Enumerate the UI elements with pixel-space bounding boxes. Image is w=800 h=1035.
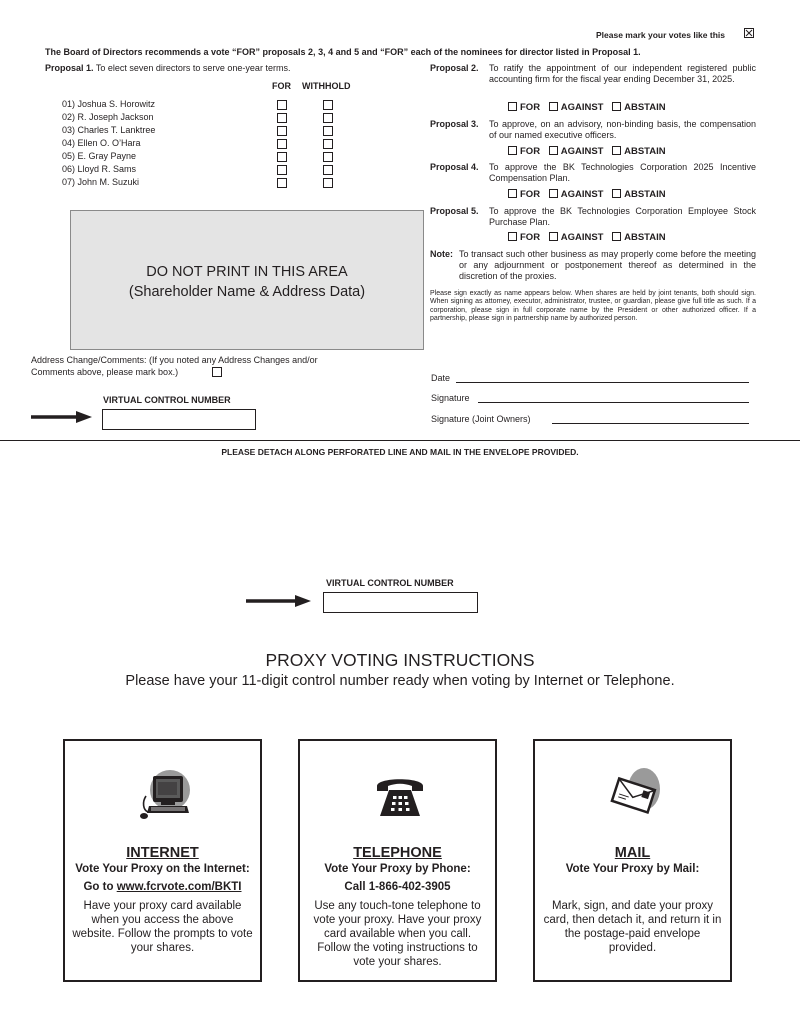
- do-not-print-text: DO NOT PRINT IN THIS AREA: [146, 264, 348, 280]
- choice-abstain-label: ABSTAIN: [624, 232, 666, 243]
- voting-website-link[interactable]: www.fcrvote.com/BKTI: [116, 881, 242, 893]
- telephone-card: [298, 739, 497, 982]
- proposal-3: [430, 119, 756, 141]
- nominee-name: 04) Ellen O. O’Hara: [62, 138, 141, 148]
- telephone-icon: [374, 774, 426, 820]
- virtual-control-number-label: VIRTUAL CONTROL NUMBER: [103, 395, 231, 405]
- proposal-4-label: Proposal 4.: [430, 162, 479, 172]
- mail-title: MAIL: [614, 845, 651, 861]
- nominee-name: 07) John M. Suzuki: [62, 177, 140, 187]
- virtual-control-number-field[interactable]: [102, 409, 256, 430]
- proposal-4: [430, 162, 756, 184]
- envelope-icon: [605, 765, 667, 821]
- virtual-control-number-label-lower: VIRTUAL CONTROL NUMBER: [326, 578, 454, 588]
- proposal-2-choices: [508, 102, 666, 113]
- note-label: Note:: [430, 249, 453, 259]
- choice-for-label: FOR: [520, 232, 541, 243]
- mail-card: [533, 739, 732, 982]
- signature-line[interactable]: [478, 402, 749, 403]
- signature-label: Signature: [431, 393, 470, 403]
- proposal-4-against-checkbox[interactable]: [549, 189, 558, 198]
- choice-for-label: FOR: [520, 102, 541, 113]
- note: [430, 249, 756, 282]
- telephone-title: TELEPHONE: [353, 845, 442, 861]
- choice-abstain-label: ABSTAIN: [624, 146, 666, 157]
- choice-abstain-label: ABSTAIN: [624, 189, 666, 200]
- arrow-right-icon: [31, 410, 93, 424]
- choice-for-label: FOR: [520, 189, 541, 200]
- nominee-for-checkbox[interactable]: [277, 126, 287, 136]
- proposal-3-text: To approve, on an advisory, non-binding basis, the compensation of our named executive officers.: [489, 119, 756, 140]
- detach-instructions: PLEASE DETACH ALONG PERFORATED LINE AND MAIL IN THE ENVELOPE PROVIDED.: [221, 447, 579, 457]
- nominee-withhold-checkbox[interactable]: [323, 178, 333, 188]
- nominee-for-checkbox[interactable]: [277, 178, 287, 188]
- internet-card: [63, 739, 262, 982]
- proposal-1: [45, 63, 290, 74]
- nominee-withhold-checkbox[interactable]: [323, 139, 333, 149]
- nominee-name: 05) E. Gray Payne: [62, 151, 137, 161]
- choice-against-label: AGAINST: [560, 232, 604, 243]
- proposal-2-for-checkbox[interactable]: [508, 102, 517, 111]
- proposal-5-choices: [508, 232, 666, 243]
- mark-votes-legend: Please mark your votes like this: [596, 30, 725, 40]
- nominee-name: 02) R. Joseph Jackson: [62, 112, 154, 122]
- proposal-1-text: To elect seven directors to serve one-year terms.: [95, 63, 291, 73]
- mail-instructions: Mark, sign, and date your proxy card, then detach it, and return it in the postage-paid envelope provided.: [543, 900, 722, 954]
- internet-action: [65, 881, 260, 893]
- proposal-2-against-checkbox[interactable]: [549, 102, 558, 111]
- telephone-subtitle: Vote Your Proxy by Phone:: [324, 863, 471, 875]
- proposal-5-text: To approve the BK Technologies Corporation Employee Stock Purchase Plan.: [489, 206, 756, 227]
- proposal-5-against-checkbox[interactable]: [549, 232, 558, 241]
- choice-against-label: AGAINST: [560, 146, 604, 157]
- nominee-for-checkbox[interactable]: [277, 165, 287, 175]
- instructions-subtitle: Please have your 11-digit control number ready when voting by Internet or Telephone.: [125, 673, 675, 689]
- joint-signature-label: Signature (Joint Owners): [431, 414, 531, 424]
- for-column-header: FOR: [272, 81, 291, 91]
- nominee-for-checkbox[interactable]: [277, 152, 287, 162]
- telephone-instructions: Use any touch-tone telephone to vote your proxy. Have your proxy card available when you call. Follow the voting instructions to vote your shares.: [313, 900, 482, 968]
- nominee-name: 03) Charles T. Lanktree: [62, 125, 156, 135]
- example-mark-icon: [744, 28, 754, 38]
- internet-action-prefix: Go to: [83, 881, 117, 893]
- withhold-column-header: WITHHOLD: [302, 81, 351, 91]
- virtual-control-number-field-lower[interactable]: [323, 592, 478, 613]
- proposal-2-text: To ratify the appointment of our independent registered public accounting firm for the fiscal year ending December 31, 2025.: [489, 63, 756, 84]
- proposal-4-abstain-checkbox[interactable]: [612, 189, 621, 198]
- proposal-1-label: Proposal 1.: [45, 63, 94, 73]
- proposal-2-abstain-checkbox[interactable]: [612, 102, 621, 111]
- shareholder-address-area: [70, 210, 424, 350]
- nominee-name: 06) Lloyd R. Sams: [62, 164, 137, 174]
- arrow-right-icon: [246, 594, 312, 608]
- internet-instructions: Have your proxy card available when you access the above website. Follow the prompts to vote your shares.: [72, 900, 253, 954]
- choice-against-label: AGAINST: [560, 102, 604, 113]
- proposal-3-choices: [508, 146, 666, 157]
- address-change-label: Address Change/Comments: (If you noted any Address Changes and/or: [31, 355, 318, 365]
- proposal-2-label: Proposal 2.: [430, 63, 479, 73]
- shareholder-data-text: (Shareholder Name & Address Data): [128, 284, 366, 300]
- proposal-3-label: Proposal 3.: [430, 119, 479, 129]
- proposal-5-for-checkbox[interactable]: [508, 232, 517, 241]
- nominee-withhold-checkbox[interactable]: [323, 100, 333, 110]
- nominee-withhold-checkbox[interactable]: [323, 113, 333, 123]
- note-text: To transact such other business as may properly come before the meeting or any adjournment or postponement thereof as determined in the discretion of the proxies.: [459, 249, 756, 281]
- date-label: Date: [431, 373, 451, 383]
- address-change-label-2: Comments above, please mark box.): [31, 367, 179, 377]
- proposal-3-against-checkbox[interactable]: [549, 146, 558, 155]
- instructions-title: PROXY VOTING INSTRUCTIONS: [265, 650, 535, 670]
- nominee-for-checkbox[interactable]: [277, 139, 287, 149]
- nominee-withhold-checkbox[interactable]: [323, 152, 333, 162]
- proposal-3-abstain-checkbox[interactable]: [612, 146, 621, 155]
- proposal-5-label: Proposal 5.: [430, 206, 479, 216]
- choice-against-label: AGAINST: [560, 189, 604, 200]
- nominee-withhold-checkbox[interactable]: [323, 165, 333, 175]
- nominee-withhold-checkbox[interactable]: [323, 126, 333, 136]
- nominee-for-checkbox[interactable]: [277, 100, 287, 110]
- nominee-for-checkbox[interactable]: [277, 113, 287, 123]
- proposal-2: [430, 63, 756, 85]
- proposal-4-for-checkbox[interactable]: [508, 189, 517, 198]
- perforated-line: [0, 440, 800, 441]
- address-change-checkbox[interactable]: [212, 367, 222, 377]
- joint-signature-line[interactable]: [552, 423, 749, 424]
- mail-subtitle: Vote Your Proxy by Mail:: [565, 863, 700, 875]
- proposal-5: [430, 206, 756, 228]
- proposal-4-text: To approve the BK Technologies Corporation 2025 Incentive Compensation Plan.: [489, 162, 756, 183]
- telephone-number[interactable]: Call 1-866-402-3905: [344, 881, 451, 893]
- nominee-name: 01) Joshua S. Horowitz: [62, 99, 156, 109]
- internet-title: INTERNET: [126, 845, 199, 861]
- date-line[interactable]: [456, 382, 749, 383]
- board-recommendation: The Board of Directors recommends a vote “FOR” proposals 2, 3, 4 and 5 and “FOR” each of the nominees for director listed in Proposal 1.: [45, 47, 641, 57]
- choice-for-label: FOR: [520, 146, 541, 157]
- choice-abstain-label: ABSTAIN: [624, 102, 666, 113]
- internet-subtitle: Vote Your Proxy on the Internet:: [75, 863, 250, 875]
- proposal-3-for-checkbox[interactable]: [508, 146, 517, 155]
- proposal-5-abstain-checkbox[interactable]: [612, 232, 621, 241]
- proposal-4-choices: [508, 189, 666, 200]
- computer-icon: [139, 766, 191, 822]
- signing-instructions: Please sign exactly as name appears below. When shares are held by joint tenants, both should sign. When signing as attorney, executor, administrator, trustee, or guardian, please give full title as such. If a corporation, please sign in full corporate name by the President or other authorized officer. If a partnership, please sign in partnership name by authorized person.: [430, 290, 756, 323]
